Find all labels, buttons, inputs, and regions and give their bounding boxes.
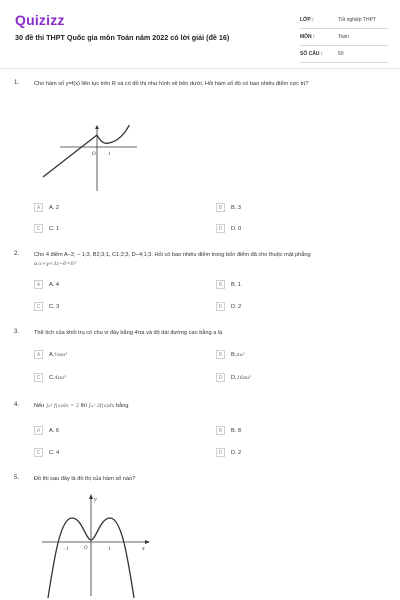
option-letter: B <box>216 203 225 212</box>
option-letter: D <box>216 373 225 382</box>
option-text: A. 2 <box>49 204 59 211</box>
question-number: 4. <box>14 402 20 408</box>
option-b[interactable] <box>216 203 241 212</box>
option-b[interactable] <box>216 426 241 435</box>
option-c[interactable] <box>34 224 59 233</box>
option-text: A. <box>49 351 55 358</box>
option-letter: C <box>34 373 43 382</box>
option-text: B. 1 <box>231 281 241 288</box>
graph-label-origin: O <box>92 152 96 157</box>
option-a[interactable] <box>34 203 59 212</box>
text-post: bằng <box>114 403 129 409</box>
option-d[interactable] <box>216 373 251 382</box>
option-text: D. 2 <box>231 449 242 456</box>
question-number: 5. <box>14 475 20 481</box>
question-text: Đồ thị sau đây là đồ thị của hàm số nào? <box>34 476 136 482</box>
option-text: C. 4 <box>49 449 60 456</box>
option-letter: D <box>216 448 225 457</box>
option-d[interactable] <box>216 302 241 311</box>
option-letter: D <box>216 224 225 233</box>
option-math: 16πa³ <box>236 374 252 381</box>
question-text: Cho 4 điểm A−2; − 1;3, B2;3;1, C1;2;3, D−4;1;3. Hỏi có bao nhiêu điểm trong bốn điểm đã cho thuộc mặt phẳng <box>34 252 311 258</box>
question-5-graph <box>38 490 154 598</box>
option-c[interactable] <box>34 448 59 457</box>
text-mid: thì <box>79 403 89 409</box>
question-text: Thể tích của khối trụ có chu vi đáy bằng 4πa và độ dài đường cao bằng a là <box>34 330 223 336</box>
info-panel <box>300 12 388 63</box>
option-c[interactable] <box>34 373 66 382</box>
option-letter: A <box>34 426 43 435</box>
option-letter: A <box>34 350 43 359</box>
option-text: C. <box>49 374 55 381</box>
question-1-graph <box>40 125 140 197</box>
option-math: 4πa³ <box>54 374 67 381</box>
info-row-count <box>300 46 388 63</box>
option-text: B. 8 <box>231 427 241 434</box>
option-math: ⁴⁄₃πa³ <box>54 351 68 358</box>
info-value: 50 <box>338 51 344 57</box>
option-letter: B <box>216 426 225 435</box>
option-letter: B <box>216 350 225 359</box>
question-text: Cho hàm số y=f(x) liên tục trên R và có đồ thị như hình vẽ bên dưới. Hỏi hàm số đó có bao nhiêu điểm cực trị? <box>34 81 309 87</box>
option-text: C. 1 <box>49 225 60 232</box>
info-row-class <box>300 12 388 29</box>
page-title: 30 đề thi THPT Quốc gia môn Toán năm 2022 có lời giải (đề 16) <box>15 33 230 42</box>
info-key: SỐ CÂU : <box>300 51 323 57</box>
header-divider <box>0 68 400 69</box>
question-number: 1. <box>14 80 20 86</box>
integral-2: ∫₀¹ 3f(x)dx <box>88 403 115 409</box>
option-text: C. 3 <box>49 303 60 310</box>
option-a[interactable] <box>34 426 59 435</box>
option-c[interactable] <box>34 302 59 311</box>
option-d[interactable] <box>216 224 241 233</box>
option-letter: D <box>216 302 225 311</box>
option-text: A. 6 <box>49 427 59 434</box>
option-a[interactable] <box>34 350 67 359</box>
option-text: D. 0 <box>231 225 242 232</box>
option-text: A. 4 <box>49 281 59 288</box>
info-row-subject <box>300 29 388 46</box>
question-number: 3. <box>14 329 20 335</box>
integral-1: ∫₀¹ f(x)dx = 2 <box>45 403 80 409</box>
option-text: B. <box>231 351 237 358</box>
graph-label-x: x <box>142 546 145 552</box>
curve-right <box>97 125 130 143</box>
info-value: Toán <box>338 34 349 40</box>
info-key: MÔN : <box>300 34 315 40</box>
graph-label-one: 1 <box>108 152 111 157</box>
option-letter: C <box>34 302 43 311</box>
option-b[interactable] <box>216 350 245 359</box>
curve-left <box>43 135 97 177</box>
info-value: Tốt nghiệp THPT <box>338 17 376 23</box>
graph-label-one: 1 <box>108 547 111 552</box>
quizizz-logo: Quizizz <box>15 12 65 28</box>
question-text-line2: α:x+y+3z−6=0? <box>34 261 77 267</box>
option-a[interactable] <box>34 280 59 289</box>
option-text: D. 2 <box>231 303 242 310</box>
option-text: D. <box>231 374 237 381</box>
option-text: B. 3 <box>231 204 241 211</box>
graph-label-y: y <box>94 497 97 503</box>
option-letter: C <box>34 224 43 233</box>
question-number: 2. <box>14 251 20 257</box>
option-math: πa² <box>236 351 245 358</box>
option-letter: B <box>216 280 225 289</box>
option-letter: C <box>34 448 43 457</box>
text-pre: Nếu <box>34 403 46 409</box>
option-d[interactable] <box>216 448 241 457</box>
graph-label-neg1: −1 <box>63 547 69 552</box>
option-letter: A <box>34 280 43 289</box>
option-letter: A <box>34 203 43 212</box>
option-b[interactable] <box>216 280 241 289</box>
question-text <box>34 402 384 410</box>
info-key: LỚP : <box>300 17 314 23</box>
graph-label-origin: O <box>84 546 88 551</box>
